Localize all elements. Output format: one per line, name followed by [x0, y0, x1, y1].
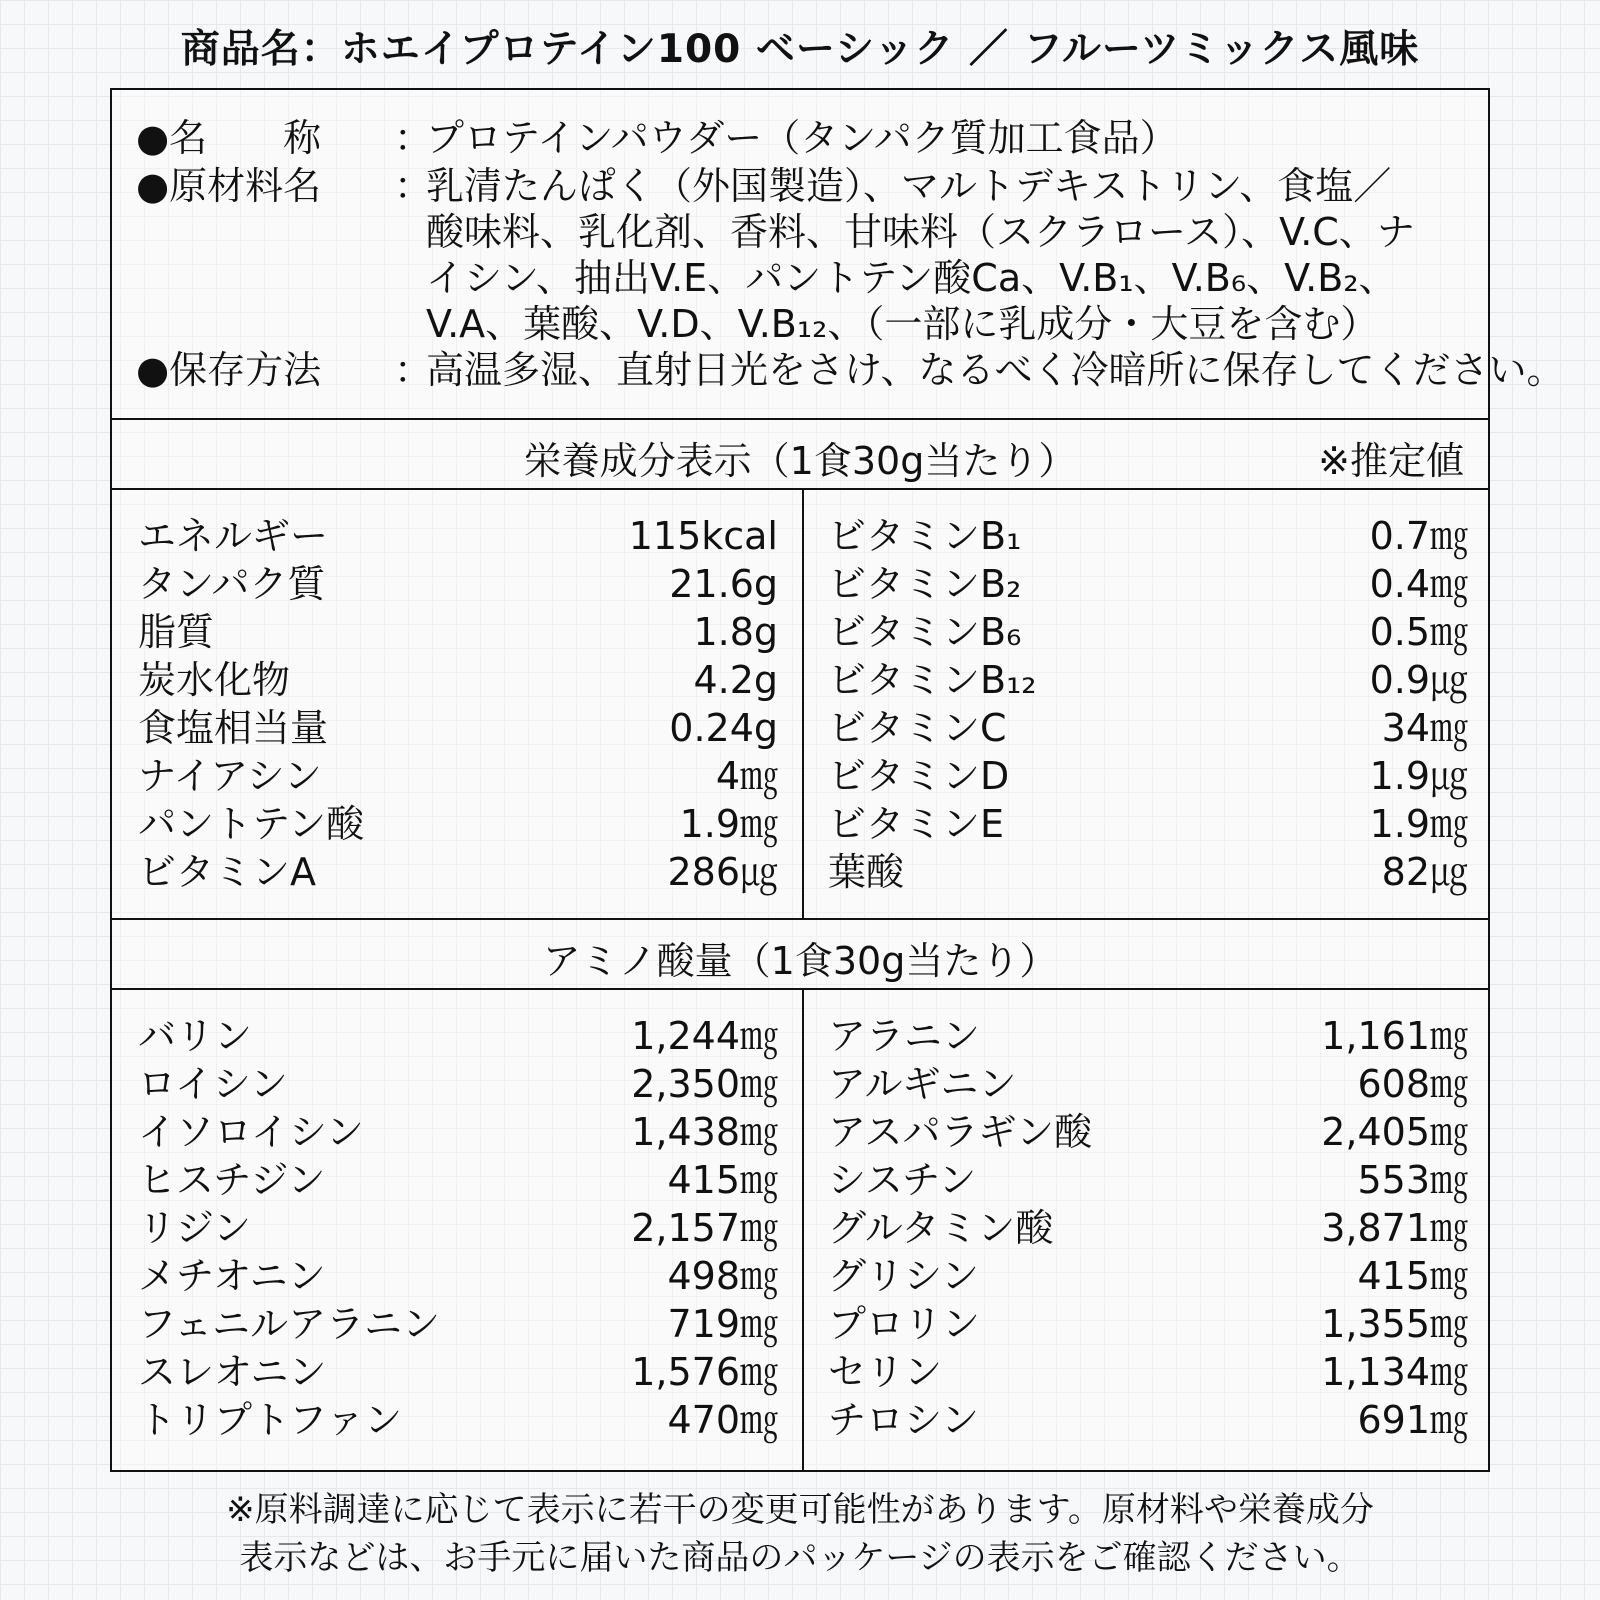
nutrition-item-name: ビタミンE	[828, 802, 1005, 846]
amino-item-name: ロイシン	[138, 1062, 288, 1106]
nutrition-item-name: ビタミンB₁₂	[828, 658, 1037, 702]
amino-item-value: 719㎎	[667, 1302, 778, 1346]
amino-row	[828, 1108, 1468, 1156]
footer-line: 表示などは、お手元に届いた商品のパッケージの表示をご確認ください。	[239, 1538, 1361, 1578]
amino-item-name: メチオニン	[138, 1254, 326, 1298]
amino-item-value: 1,576㎎	[631, 1350, 778, 1394]
nutrition-item-name: 炭水化物	[138, 658, 291, 702]
nutrition-item-value: 1.9㎎	[1369, 802, 1468, 846]
nutrition-item-name: 食塩相当量	[138, 706, 329, 750]
nutrition-item-name: 葉酸	[828, 850, 905, 894]
amino-item-name: アラニン	[828, 1014, 981, 1058]
nutrition-row	[138, 848, 778, 896]
nutrition-item-value: 115kcal	[628, 514, 778, 558]
nutrition-row	[138, 512, 778, 560]
nutrition-item-name: ビタミンB₂	[828, 562, 1022, 606]
nutrition-item-value: 1.8g	[693, 610, 778, 654]
amino-item-value: 2,350㎎	[631, 1062, 778, 1106]
amino-row	[828, 1300, 1468, 1348]
amino-row	[828, 1396, 1468, 1444]
nutrition-row	[828, 704, 1468, 752]
nutrition-item-name: ビタミンC	[828, 706, 1007, 750]
amino-heading: アミノ酸量（1食30g当たり）	[542, 939, 1058, 983]
info-value: 高温多湿、直射日光をさけ、なるべく冷暗所に保存してください。	[426, 348, 1565, 392]
amino-item-name: トリプトファン	[138, 1398, 403, 1442]
amino-item-name: グルタミン酸	[828, 1206, 1054, 1250]
amino-item-name: セリン	[828, 1350, 943, 1394]
nutrition-row	[138, 704, 778, 752]
amino-item-value: 608㎎	[1357, 1062, 1468, 1106]
amino-row	[828, 1156, 1468, 1204]
info-value: V.A、葉酸、V.D、V.B₁₂、（一部に乳成分・大豆を含む）	[426, 302, 1379, 346]
amino-item-value: 3,871㎎	[1321, 1206, 1468, 1250]
amino-row	[828, 1204, 1468, 1252]
nutrition-item-name: 脂質	[138, 610, 215, 654]
nutrition-row	[828, 848, 1468, 896]
amino-item-name: アルギニン	[828, 1062, 1017, 1106]
amino-item-name: アスパラギン酸	[828, 1110, 1093, 1154]
nutrition-row	[138, 608, 778, 656]
nutrition-item-value: 0.7㎎	[1369, 514, 1468, 558]
info-key: ●保存方法	[136, 348, 322, 392]
nutrition-item-name: ナイアシン	[138, 754, 322, 798]
amino-item-name: イソロイシン	[138, 1110, 364, 1154]
nutrition-item-value: 0.9㎍	[1369, 658, 1468, 702]
amino-row	[138, 1012, 778, 1060]
nutrition-item-value: 0.24g	[669, 706, 778, 750]
amino-row	[138, 1108, 778, 1156]
nutrition-item-value: 4.2g	[693, 658, 778, 702]
nutrition-item-value: 82㎍	[1381, 850, 1468, 894]
product-title: 商品名：ホエイプロテイン100 ベーシック ／ フルーツミックス風味	[180, 27, 1420, 72]
info-key: ●名 称	[136, 116, 322, 160]
nutrition-item-name: ビタミンA	[138, 850, 316, 894]
info-value: プロテインパウダー（タンパク質加工食品）	[426, 116, 1178, 160]
nutrition-item-value: 1.9㎎	[679, 802, 778, 846]
amino-table	[112, 990, 1488, 1470]
amino-row	[138, 1300, 778, 1348]
nutrition-item-name: タンパク質	[138, 562, 326, 606]
amino-item-value: 415㎎	[1357, 1254, 1468, 1298]
nutrition-row	[828, 512, 1468, 560]
nutrition-item-name: ビタミンB₆	[828, 610, 1022, 654]
amino-row	[138, 1204, 778, 1252]
nutrition-row	[828, 656, 1468, 704]
nutrition-row	[828, 608, 1468, 656]
info-key: ●原材料名	[136, 164, 322, 208]
info-value: イシン、抽出V.E、パントテン酸Ca、V.B₁、V.B₆、V.B₂、	[426, 256, 1397, 300]
nutrition-item-name: パントテン酸	[138, 802, 365, 846]
nutrition-heading: 栄養成分表示（1食30g当たり）	[523, 439, 1077, 483]
amino-row	[828, 1252, 1468, 1300]
nutrition-item-value: 34㎎	[1381, 706, 1468, 750]
amino-item-value: 415㎎	[667, 1158, 778, 1202]
nutrition-row	[828, 752, 1468, 800]
amino-item-value: 2,157㎎	[631, 1206, 778, 1250]
column-divider	[802, 490, 804, 918]
amino-item-name: ヒスチジン	[138, 1158, 326, 1202]
nutrition-label	[110, 88, 1565, 1472]
nutrition-item-value: 4㎎	[715, 754, 778, 798]
nutrition-item-name: エネルギー	[138, 514, 329, 558]
info-value: 乳清たんぱく（外国製造）、マルトデキストリン、食塩／	[426, 164, 1392, 208]
amino-item-value: 553㎎	[1357, 1158, 1468, 1202]
product-info-block	[112, 90, 1565, 420]
nutrition-item-name: ビタミンB₁	[828, 514, 1022, 558]
amino-item-value: 2,405㎎	[1321, 1110, 1468, 1154]
amino-item-name: プロリン	[828, 1302, 981, 1346]
amino-row	[828, 1012, 1468, 1060]
nutrition-item-value: 21.6g	[669, 562, 778, 606]
amino-item-value: 691㎎	[1357, 1398, 1468, 1442]
nutrition-item-value: 0.4㎎	[1369, 562, 1468, 606]
amino-item-value: 1,134㎎	[1321, 1350, 1468, 1394]
nutrition-item-value: 0.5㎎	[1369, 610, 1468, 654]
footer-note	[0, 1486, 1600, 1582]
amino-row	[138, 1156, 778, 1204]
estimate-note: ※推定値	[1318, 439, 1464, 483]
column-divider	[802, 990, 804, 1470]
amino-item-value: 1,438㎎	[631, 1110, 778, 1154]
nutrition-row	[138, 752, 778, 800]
amino-item-value: 1,244㎎	[631, 1014, 778, 1058]
nutrition-item-name: ビタミンD	[828, 754, 1010, 798]
amino-item-name: チロシン	[828, 1398, 980, 1442]
nutrition-row	[828, 800, 1468, 848]
nutrition-item-value: 286㎍	[667, 850, 778, 894]
amino-item-name: リジン	[138, 1206, 252, 1250]
amino-item-name: スレオニン	[138, 1350, 327, 1394]
nutrition-heading-bar	[112, 420, 1488, 490]
info-colon: ：	[394, 116, 433, 160]
amino-item-value: 498㎎	[667, 1254, 778, 1298]
info-value: 酸味料、乳化剤、香料、甘味料（スクラロース）、V.C、ナ	[426, 210, 1415, 254]
amino-row	[828, 1348, 1468, 1396]
nutrition-row	[138, 656, 778, 704]
amino-row	[828, 1060, 1468, 1108]
amino-row	[138, 1060, 778, 1108]
amino-row	[138, 1348, 778, 1396]
amino-item-value: 1,355㎎	[1321, 1302, 1468, 1346]
footer-line: ※原料調達に応じて表示に若干の変更可能性があります。原材料や栄養成分	[226, 1490, 1374, 1530]
amino-item-name: グリシン	[828, 1254, 980, 1298]
info-colon: ：	[394, 164, 433, 208]
amino-heading-bar	[112, 920, 1488, 990]
info-colon: ：	[394, 348, 433, 392]
nutrition-table	[112, 490, 1488, 920]
amino-row	[138, 1252, 778, 1300]
nutrition-row	[828, 560, 1468, 608]
amino-item-value: 470㎎	[667, 1398, 778, 1442]
amino-item-name: シスチン	[828, 1158, 977, 1202]
nutrition-row	[138, 560, 778, 608]
amino-row	[138, 1396, 778, 1444]
nutrition-item-value: 1.9㎍	[1369, 754, 1468, 798]
amino-item-value: 1,161㎎	[1321, 1014, 1468, 1058]
amino-item-name: バリン	[138, 1014, 253, 1058]
nutrition-row	[138, 800, 778, 848]
amino-item-name: フェニルアラニン	[138, 1302, 441, 1346]
